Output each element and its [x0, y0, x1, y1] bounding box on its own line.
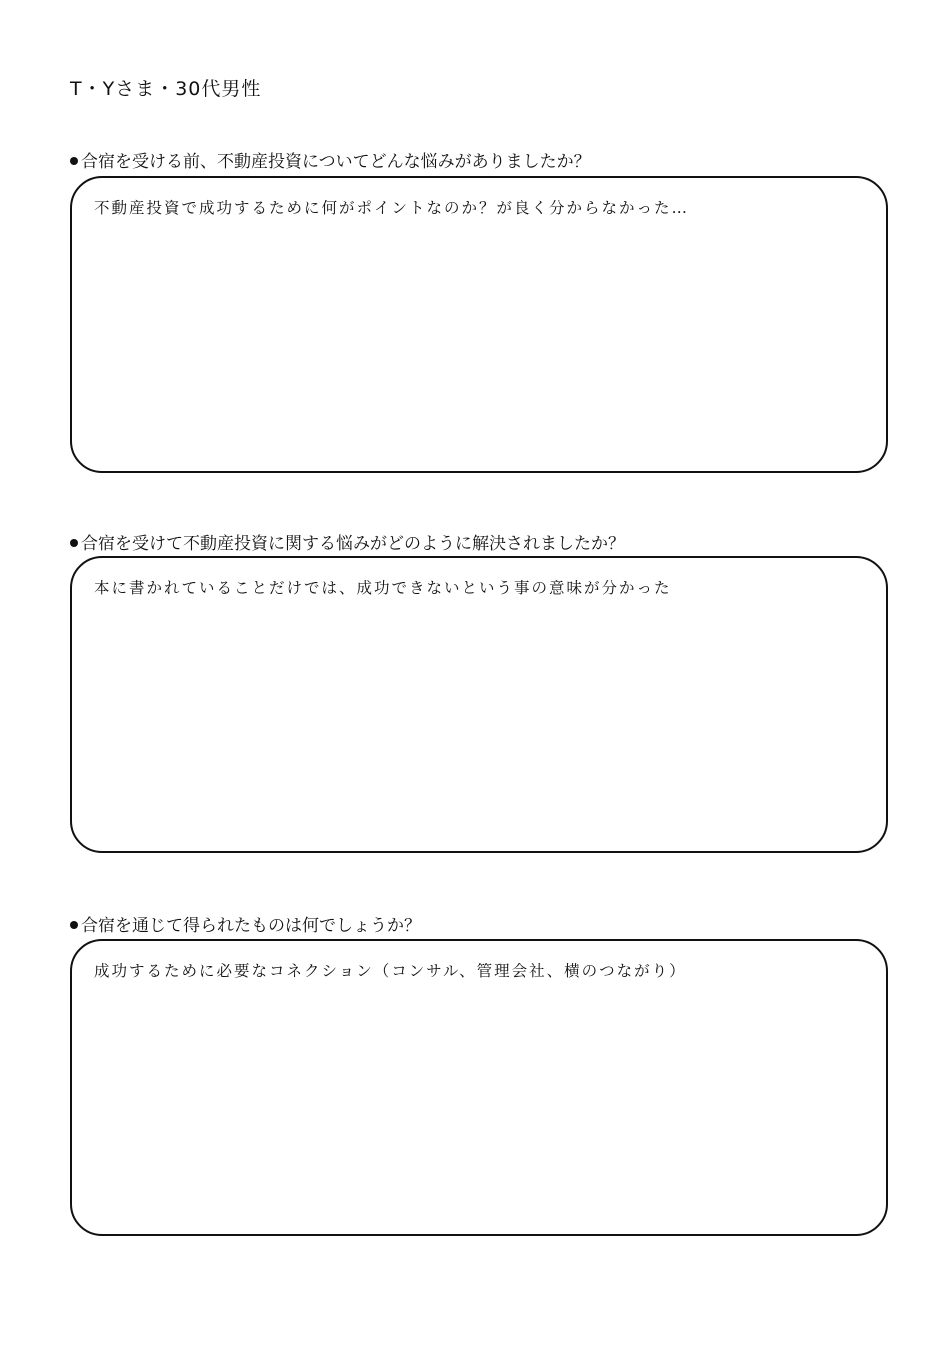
bullet-icon: [70, 539, 78, 547]
question-1: [70, 147, 591, 172]
question-3: [70, 911, 421, 936]
answer-box-1: [70, 176, 888, 473]
answer-box-3: [70, 939, 888, 1236]
question-2-text: 合宿を受けて不動産投資に関する悩みがどのように解決されましたか？: [81, 534, 625, 554]
bullet-icon: [70, 921, 78, 929]
answer-box-2: [70, 556, 888, 853]
page-title: T・Yさま・30代男性: [70, 78, 262, 100]
answer-2-text: 本に書かれていることだけでは、成功できないという事の意味が分かった: [94, 579, 672, 597]
answer-3-text: 成功するために必要なコネクション（コンサル、管理会社、横のつながり）: [94, 962, 687, 980]
question-1-text: 合宿を受ける前、不動産投資についてどんな悩みがありましたか？: [81, 152, 591, 172]
question-3-text: 合宿を通じて得られたものは何でしょうか？: [81, 916, 421, 936]
bullet-icon: [70, 157, 78, 165]
answer-1-text: 不動産投資で成功するために何がポイントなのか？が良く分からなかった…: [94, 199, 690, 217]
question-2: [70, 529, 625, 554]
